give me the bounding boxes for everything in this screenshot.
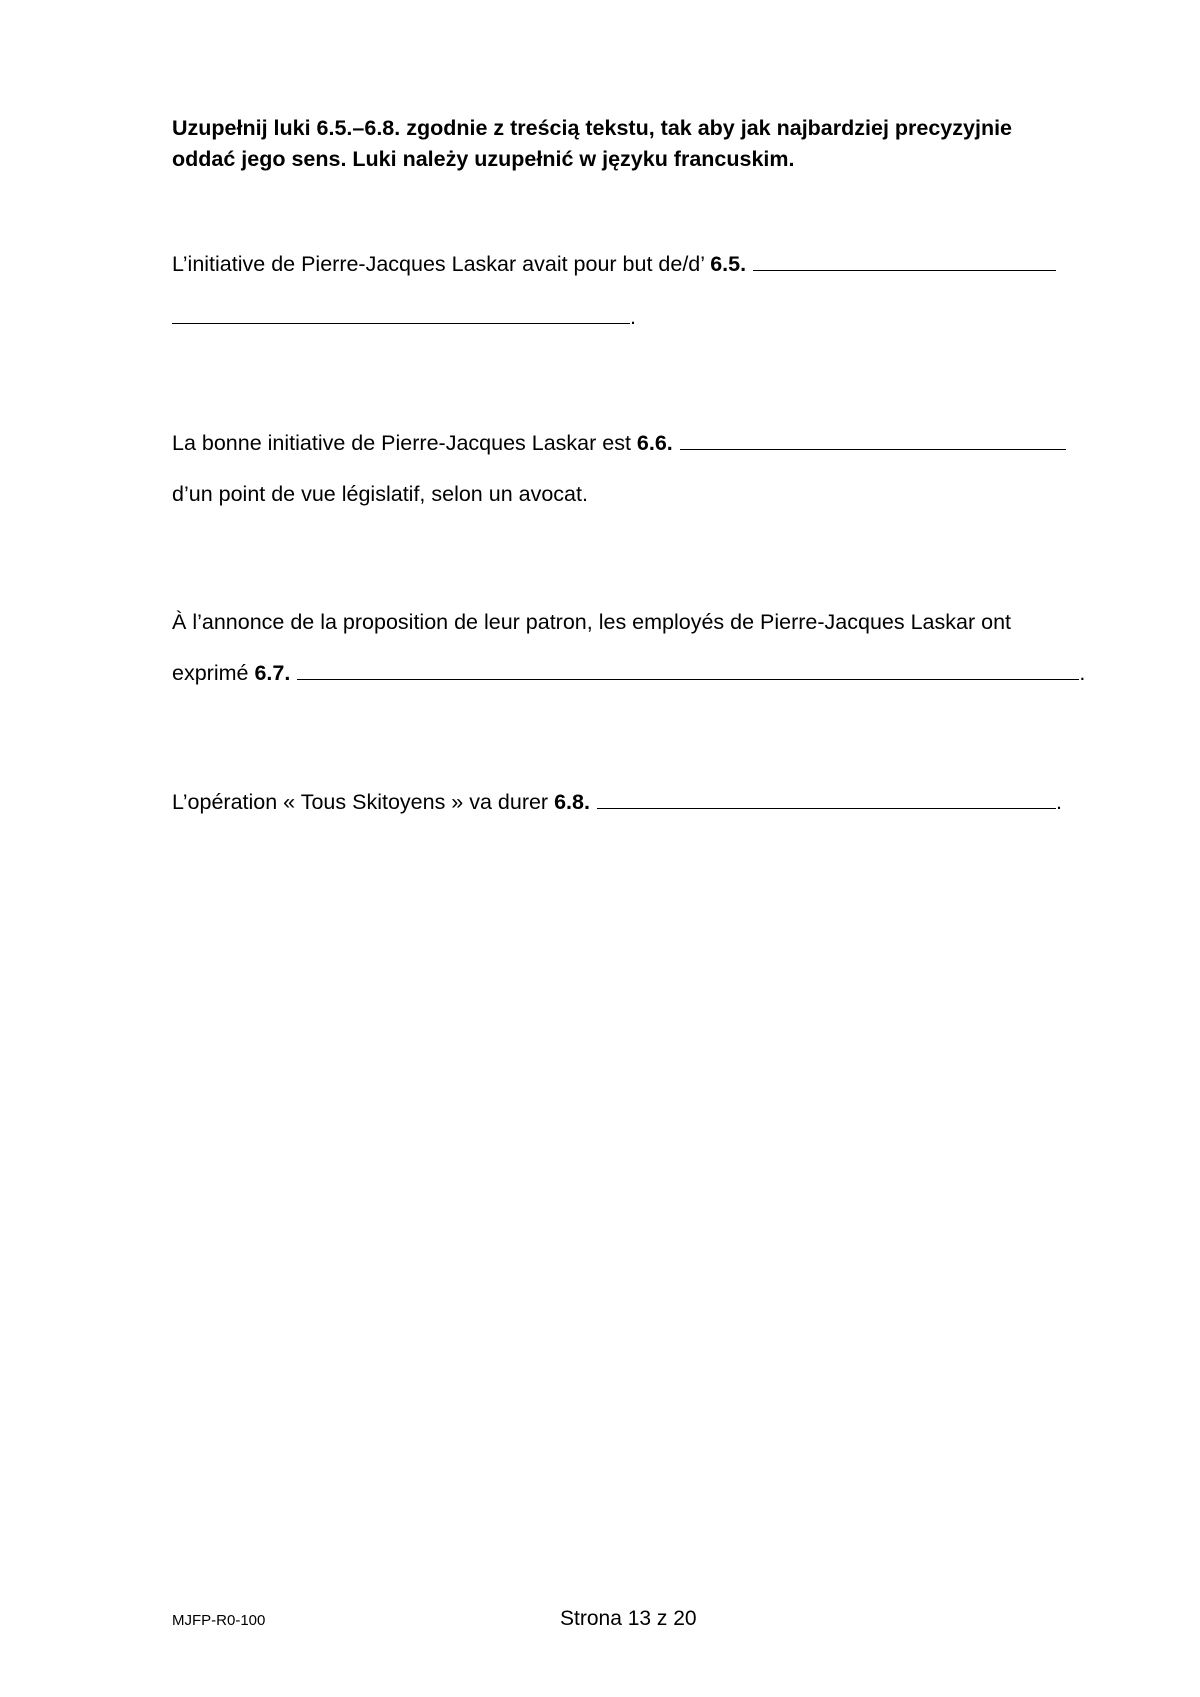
gap-6-8-suffix: . — [1055, 790, 1062, 814]
gap-6-6-blank[interactable] — [680, 429, 1066, 450]
gap-6-6-prefix: La bonne initiative de Pierre-Jacques Laskar est — [172, 431, 631, 455]
gap-6-5-prefix: L’initiative de Pierre-Jacques Laskar avait pour but de/d’ — [172, 252, 705, 276]
gap-6-5-suffix: . — [630, 305, 636, 329]
gap-6-8-number: 6.8. — [554, 790, 590, 814]
gap-6-5-blank-2[interactable] — [172, 303, 630, 324]
gap-6-6-line-2 — [172, 480, 588, 508]
page-number: Strona 13 z 20 — [560, 1607, 697, 1630]
gap-6-6-line-1 — [172, 429, 1066, 457]
gap-6-7-number: 6.7. — [254, 661, 291, 685]
gap-6-5-line-1 — [172, 250, 1056, 278]
gap-6-8-blank[interactable] — [597, 788, 1056, 809]
task-instruction: Uzupełnij luki 6.5.–6.8. zgodnie z treścią tekstu, tak aby jak najbardziej precyzyjnie oddać jego sens. Luki należy uzupełnić w języku francuskim. — [172, 116, 1013, 171]
gap-6-5-blank-1[interactable] — [753, 250, 1056, 271]
gap-6-7-blank[interactable] — [297, 659, 1079, 680]
gap-6-8-prefix: L’opération « Tous Skitoyens » va durer — [172, 790, 549, 814]
gap-6-7-suffix: . — [1079, 661, 1086, 685]
gap-6-8-line-1 — [172, 788, 1062, 816]
gap-6-7-line-1 — [172, 608, 1011, 636]
gap-6-7-prefix-2: exprimé — [172, 661, 249, 685]
gap-6-6-continuation: d’un point de vue législatif, selon un avocat. — [172, 482, 588, 506]
gap-6-6-number: 6.6. — [636, 431, 673, 455]
gap-6-7-prefix: À l’annonce de la proposition de leur patron, les employés de Pierre-Jacques Laskar ont — [172, 610, 1011, 634]
exam-code: MJFP-R0-100 — [172, 1612, 266, 1629]
gap-6-5-number: 6.5. — [710, 252, 747, 276]
gap-6-7-line-2 — [172, 659, 1085, 687]
gap-6-5-line-2 — [172, 303, 636, 331]
